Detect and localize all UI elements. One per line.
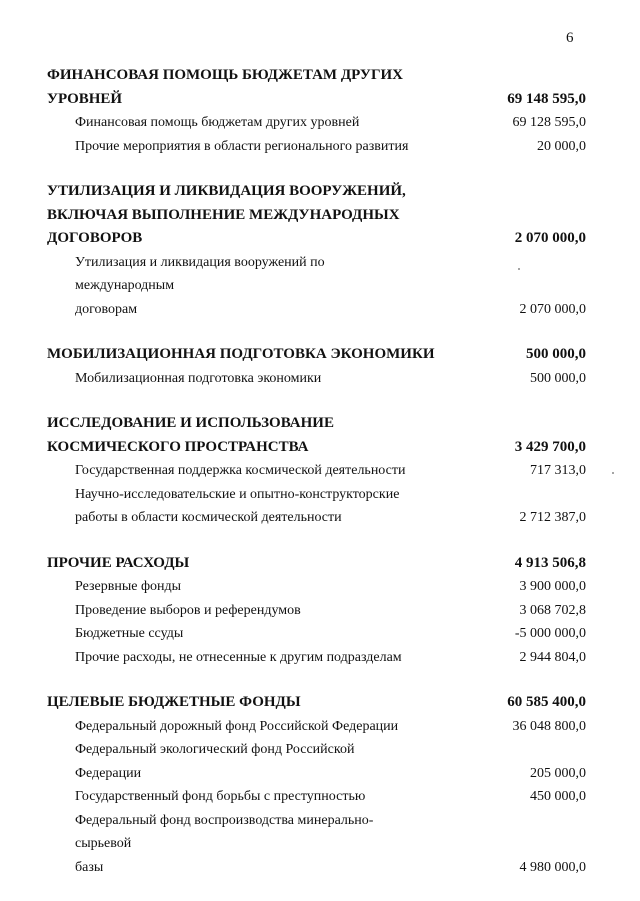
- section-heading: МОБИЛИЗАЦИОННАЯ ПОДГОТОВКА ЭКОНОМИКИ: [47, 346, 435, 362]
- section-total: 500 000,0: [526, 346, 586, 362]
- section-heading-line: [0, 180, 640, 204]
- line-item-amount: 36 048 800,0: [512, 718, 586, 734]
- section-heading: ДОГОВОРОВ: [47, 230, 143, 246]
- section-heading: ЦЕЛЕВЫЕ БЮДЖЕТНЫЕ ФОНДЫ: [47, 694, 301, 710]
- line-item-amount: 500 000,0: [530, 370, 586, 386]
- line-item: [0, 856, 640, 880]
- line-item: [0, 622, 640, 646]
- line-item-label: Научно-исследовательские и опытно-конструкторские: [75, 486, 400, 502]
- line-item: [0, 135, 640, 159]
- budget-section: [0, 412, 640, 530]
- line-item-label: Федеральный дорожный фонд Российской Федерации: [75, 718, 399, 734]
- line-item-amount: 717 313,0: [530, 463, 586, 478]
- section-total: 60 585 400,0: [507, 694, 586, 710]
- line-item: [0, 599, 640, 623]
- line-item-amount: 4 980 000,0: [519, 859, 586, 875]
- line-item-amount: 20 000,0: [537, 138, 586, 154]
- line-item-label: Федеральный фонд воспроизводства минерально-сырьевой: [75, 812, 374, 851]
- line-item: [0, 809, 640, 856]
- line-item-amount: 3 900 000,0: [519, 579, 586, 594]
- line-item: [0, 298, 640, 322]
- line-item-label: работы в области космической деятельности: [75, 510, 342, 525]
- section-heading-line: [0, 691, 640, 715]
- line-item-amount: 205 000,0: [530, 765, 586, 781]
- line-item: [0, 646, 640, 670]
- line-item-label: Прочие расходы, не отнесенные к другим подразделам: [75, 649, 402, 665]
- line-item-amount: 2 712 387,0: [519, 510, 586, 525]
- section-heading: ФИНАНСОВАЯ ПОМОЩЬ БЮДЖЕТАМ ДРУГИХ: [47, 67, 403, 83]
- line-item: [0, 575, 640, 599]
- line-item-label: Мобилизационная подготовка экономики: [75, 370, 322, 386]
- page-number: 6: [566, 30, 574, 46]
- line-item-label: Федеральный экологический фонд Российской Федерации: [75, 742, 355, 781]
- section-total: 2 070 000,0: [514, 230, 586, 246]
- line-item: [0, 251, 640, 298]
- line-item-label: Проведение выборов и референдумов: [75, 602, 301, 618]
- budget-section: [0, 691, 640, 879]
- line-item-amount: 69 128 595,0: [512, 115, 586, 130]
- section-total: 4 913 506,8: [514, 554, 586, 571]
- line-item: [0, 715, 640, 739]
- line-item-label: Государственный фонд борьбы с преступностью: [75, 789, 366, 804]
- line-item-label: Бюджетные ссуды: [75, 626, 184, 641]
- budget-section: [0, 64, 640, 158]
- section-heading: ВКЛЮЧАЯ ВЫПОЛНЕНИЕ МЕЖДУНАРОДНЫХ: [47, 206, 400, 223]
- section-heading-line: [0, 88, 640, 112]
- line-item-amount: 450 000,0: [530, 789, 586, 804]
- section-total: 3 429 700,0: [514, 438, 586, 455]
- section-heading-line: [0, 343, 640, 367]
- line-item: [0, 367, 640, 391]
- scan-speck: [518, 268, 520, 270]
- section-heading-line: [0, 412, 640, 436]
- line-item-amount: 2 944 804,0: [519, 649, 586, 665]
- line-item: [0, 111, 640, 135]
- line-item-label: Утилизация и ликвидация вооружений по международным: [75, 254, 325, 293]
- section-heading: КОСМИЧЕСКОГО ПРОСТРАНСТВА: [47, 438, 309, 455]
- line-item: [0, 738, 640, 785]
- budget-section: [0, 343, 640, 390]
- section-heading-line: [0, 552, 640, 576]
- budget-section: [0, 552, 640, 670]
- line-item-label: Резервные фонды: [75, 579, 182, 594]
- line-item-amount: 3 068 702,8: [519, 602, 586, 618]
- section-total: 69 148 595,0: [507, 90, 586, 107]
- section-heading-line: [0, 64, 640, 88]
- line-item: [0, 483, 640, 507]
- budget-section: [0, 180, 640, 321]
- line-item: [0, 785, 640, 809]
- line-item: [0, 506, 640, 530]
- line-item-label: Финансовая помощь бюджетам других уровней: [75, 115, 360, 130]
- line-item-label: Государственная поддержка космической деятельности: [75, 463, 406, 478]
- line-item-label: базы: [75, 859, 104, 875]
- scan-speck: [612, 472, 614, 474]
- section-heading-line: [0, 204, 640, 228]
- line-item-label: Прочие мероприятия в области регионального развития: [75, 138, 409, 154]
- line-item-amount: -5 000 000,0: [514, 626, 586, 641]
- line-item-amount: 2 070 000,0: [519, 301, 586, 317]
- section-heading-line: [0, 227, 640, 251]
- line-item-label: договорам: [75, 301, 138, 317]
- section-heading: УРОВНЕЙ: [47, 90, 123, 107]
- section-heading: УТИЛИЗАЦИЯ И ЛИКВИДАЦИЯ ВООРУЖЕНИЙ,: [47, 183, 406, 199]
- section-heading: ИССЛЕДОВАНИЕ И ИСПОЛЬЗОВАНИЕ: [47, 415, 334, 431]
- budget-document: [0, 64, 640, 901]
- line-item: [0, 459, 640, 483]
- section-heading-line: [0, 436, 640, 460]
- section-heading: ПРОЧИЕ РАСХОДЫ: [47, 554, 190, 571]
